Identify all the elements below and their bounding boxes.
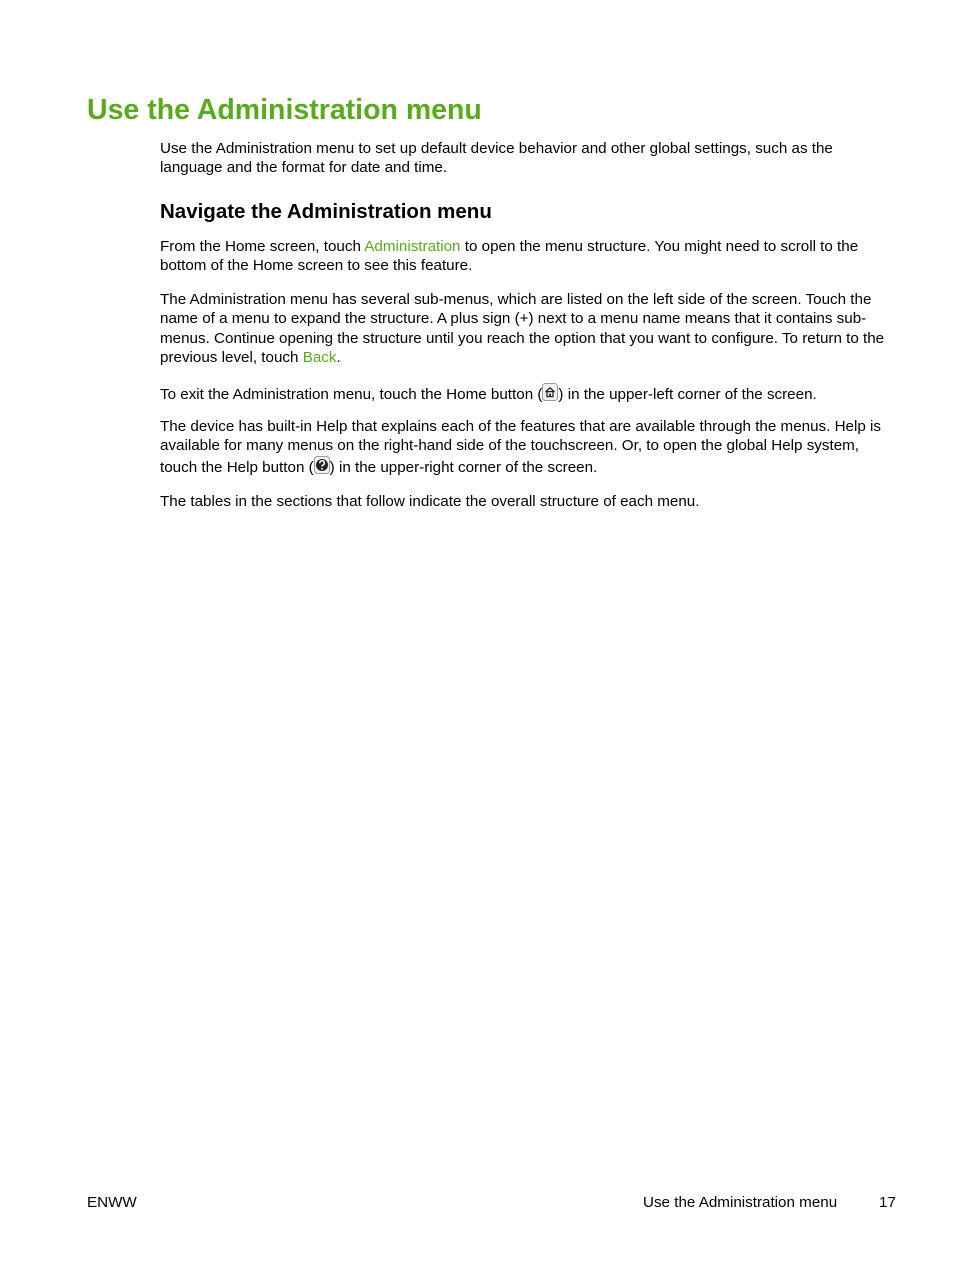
paragraph-tables: The tables in the sections that follow indicate the overall structure of each menu.	[160, 493, 700, 510]
paragraph-open-menu	[160, 237, 890, 276]
back-link[interactable]: Back	[302, 348, 337, 366]
help-icon	[314, 456, 330, 479]
paragraph-exit	[160, 383, 890, 406]
administration-link[interactable]: Administration	[364, 238, 461, 255]
home-icon	[542, 383, 558, 406]
intro-paragraph: Use the Administration menu to set up default device behavior and other global settings, such as the language and the format for date and time.	[160, 140, 833, 177]
paragraph-text: The device has built-in Help that explains each of the features that are available through the menus. Help is available for many menus on the right-hand side of the touchscreen. Or, to open the global Help system, touch the Help button (	[160, 418, 881, 476]
page-number: 17	[879, 1194, 896, 1211]
page-title: Use the Administration menu	[87, 94, 482, 126]
paragraph-text: The Administration menu has several sub-menus, which are listed on the left side of the screen. Touch the name of a menu to expand the structure. A plus sign (+) next to a menu name means that it contains sub-menus. Continue opening the structure until you reach the option that you want to configure. To return to the previous level, touch	[160, 291, 885, 366]
paragraph-text: ) in the upper-right corner of the screen.	[329, 458, 598, 476]
paragraph-submenus	[160, 290, 890, 367]
section-heading: Navigate the Administration menu	[160, 200, 492, 223]
paragraph-text: ) in the upper-left corner of the screen.	[558, 386, 817, 403]
paragraph-text: .	[336, 348, 341, 366]
paragraph-text: From the Home screen, touch	[160, 238, 365, 255]
paragraph-text: To exit the Administration menu, touch the Home button (	[160, 386, 543, 403]
paragraph-text: to open the menu structure. You might need to scroll to the bottom of the Home screen to see this feature.	[160, 238, 859, 275]
footer-section-title: Use the Administration menu	[643, 1194, 838, 1211]
footer-label: ENWW	[87, 1194, 137, 1211]
paragraph-help	[160, 417, 890, 479]
